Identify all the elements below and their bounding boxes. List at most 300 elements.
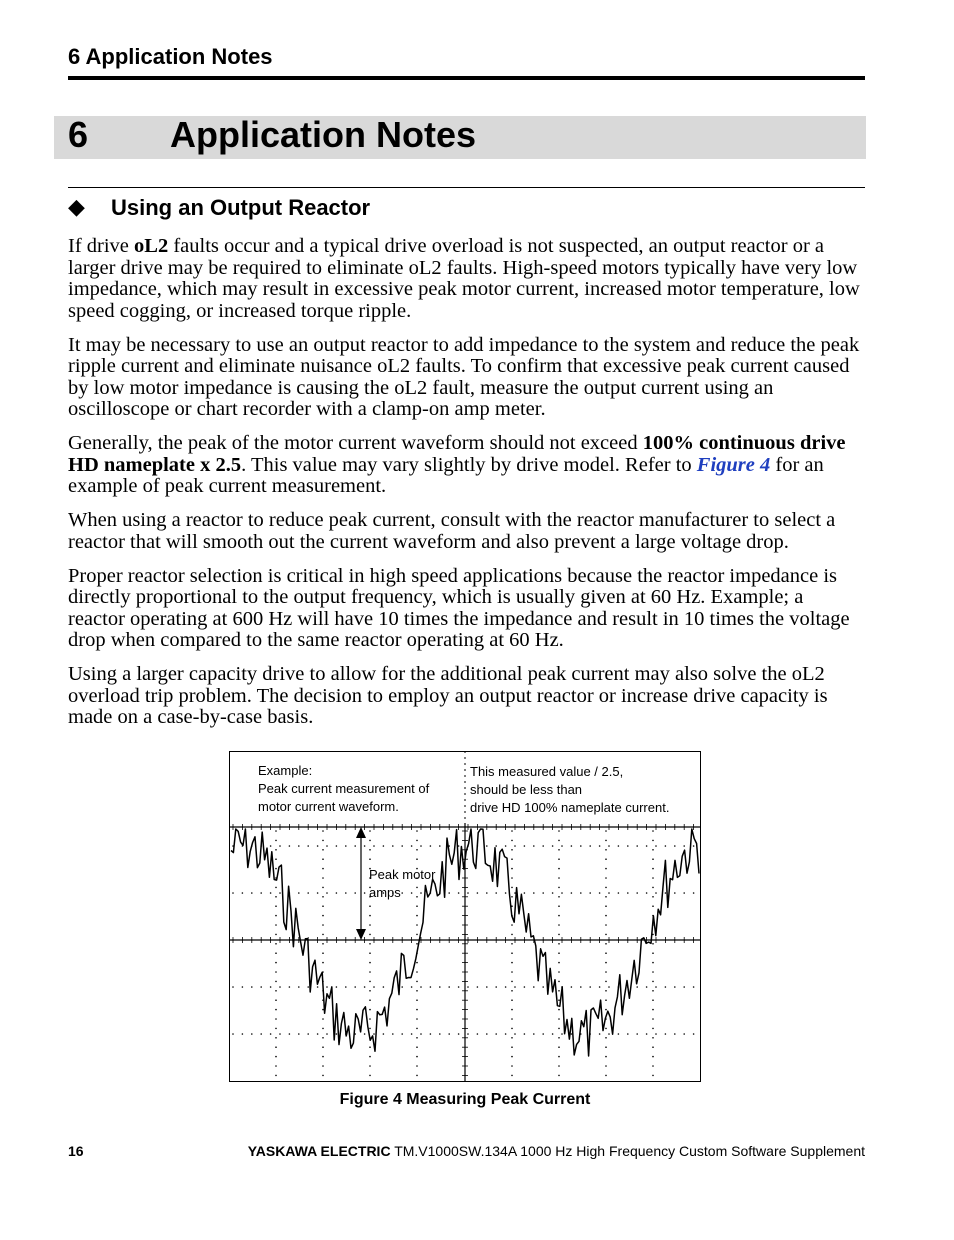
grid-dot — [416, 858, 418, 860]
grid-dot — [608, 1033, 610, 1035]
grid-dot — [674, 845, 676, 847]
grid-dot — [298, 1033, 300, 1035]
grid-dot — [608, 845, 610, 847]
grid-dot — [336, 1033, 338, 1035]
grid-dot — [683, 986, 685, 988]
grid-dot — [416, 1046, 418, 1048]
grid-dot — [511, 887, 513, 889]
grid-dot — [416, 1037, 418, 1039]
grid-dot — [416, 1018, 418, 1020]
grid-dot — [448, 1033, 450, 1035]
grid-dot — [533, 845, 535, 847]
grid-dot — [511, 877, 513, 879]
grid-dot — [571, 845, 573, 847]
grid-dot — [242, 986, 244, 988]
grid-dot — [354, 845, 356, 847]
grid-dot — [652, 952, 654, 954]
grid-dot — [279, 986, 281, 988]
grid-dot — [558, 981, 560, 983]
grid-dot — [627, 845, 629, 847]
body-text — [68, 236, 865, 741]
grid-dot — [275, 849, 277, 851]
grid-dot — [369, 915, 371, 917]
grid-dot — [369, 1056, 371, 1058]
grid-dot — [345, 845, 347, 847]
grid-dot — [495, 892, 497, 894]
grid-dot — [605, 1028, 607, 1030]
grid-dot — [558, 1046, 560, 1048]
grid-dot — [558, 1075, 560, 1077]
grid-dot — [646, 1033, 648, 1035]
grid-dot — [652, 999, 654, 1001]
grid-dot — [322, 924, 324, 926]
grid-dot — [558, 840, 560, 842]
page-number: 16 — [68, 1143, 84, 1159]
grid-dot — [646, 986, 648, 988]
grid-dot — [275, 858, 277, 860]
grid-dot — [652, 905, 654, 907]
grid-dot — [416, 896, 418, 898]
grid-dot — [652, 1037, 654, 1039]
grid-dot — [420, 986, 422, 988]
grid-dot — [542, 1033, 544, 1035]
grid-dot — [486, 845, 488, 847]
figure-caption: Figure 4 Measuring Peak Current — [339, 1091, 591, 1108]
grid-dot — [458, 1033, 460, 1035]
grid-dot — [458, 892, 460, 894]
grid-dot — [317, 986, 319, 988]
grid-dot — [401, 892, 403, 894]
grid-dot — [605, 877, 607, 879]
oscilloscope-trace — [229, 751, 701, 1082]
grid-dot — [275, 952, 277, 954]
grid-dot — [369, 934, 371, 936]
grid-dot — [665, 845, 667, 847]
grid-dot — [605, 1009, 607, 1011]
grid-dot — [511, 962, 513, 964]
grid-dot — [589, 892, 591, 894]
grid-dot — [322, 952, 324, 954]
grid-dot — [542, 986, 544, 988]
grid-dot — [420, 1033, 422, 1035]
annotation-left-3: motor current waveform. — [258, 799, 399, 814]
grid-dot — [655, 1033, 657, 1035]
grid-dot — [251, 986, 253, 988]
grid-dot — [416, 924, 418, 926]
grid-dot — [322, 877, 324, 879]
grid-dot — [289, 845, 291, 847]
grid-dot — [369, 849, 371, 851]
grid-dot — [322, 896, 324, 898]
grid-dot — [652, 962, 654, 964]
grid-dot — [486, 986, 488, 988]
grid-dot — [605, 1046, 607, 1048]
grid-dot — [275, 915, 277, 917]
grid-dot — [251, 892, 253, 894]
grid-dot — [652, 981, 654, 983]
grid-dot — [401, 986, 403, 988]
grid-dot — [514, 1033, 516, 1035]
grid-dot — [275, 934, 277, 936]
grid-dot — [495, 986, 497, 988]
grid-dot — [558, 924, 560, 926]
grid-dot — [336, 892, 338, 894]
grid-dot — [369, 905, 371, 907]
grid-dot — [552, 1033, 554, 1035]
grid-dot — [580, 986, 582, 988]
grid-dot — [420, 845, 422, 847]
grid-dot — [605, 952, 607, 954]
grid-dot — [558, 858, 560, 860]
grid-dot — [511, 1075, 513, 1077]
grid-dot — [448, 986, 450, 988]
grid-dot — [345, 892, 347, 894]
grid-dot — [326, 892, 328, 894]
grid-dot — [242, 892, 244, 894]
grid-dot — [511, 924, 513, 926]
grid-dot — [558, 1056, 560, 1058]
grid-dot — [558, 943, 560, 945]
grid-dot — [275, 1075, 277, 1077]
grid-dot — [411, 986, 413, 988]
grid-dot — [652, 1075, 654, 1077]
grid-dot — [298, 845, 300, 847]
grid-dot — [275, 1009, 277, 1011]
grid-dot — [322, 1037, 324, 1039]
grid-dot — [416, 915, 418, 917]
grid-dot — [605, 999, 607, 1001]
grid-dot — [439, 845, 441, 847]
grid-dot — [589, 845, 591, 847]
grid-dot — [514, 845, 516, 847]
annotation-right-2: should be less than — [470, 782, 583, 797]
grid-dot — [533, 986, 535, 988]
grid-dot — [542, 892, 544, 894]
grid-dot — [605, 962, 607, 964]
grid-dot — [558, 1037, 560, 1039]
grid-dot — [467, 1033, 469, 1035]
grid-dot — [298, 986, 300, 988]
grid-dot — [558, 1028, 560, 1030]
grid-dot — [652, 1046, 654, 1048]
grid-dot — [511, 1037, 513, 1039]
grid-dot — [369, 1018, 371, 1020]
grid-dot — [558, 915, 560, 917]
grid-dot — [307, 845, 309, 847]
footer-document: TM.V1000SW.134A 1000 Hz High Frequency Custom Software Supplement — [390, 1143, 865, 1159]
grid-dot — [511, 858, 513, 860]
grid-dot — [511, 990, 513, 992]
grid-dot — [693, 986, 695, 988]
grid-dot — [275, 924, 277, 926]
grid-dot — [514, 986, 516, 988]
grid-dot — [558, 830, 560, 832]
grid-dot — [511, 971, 513, 973]
grid-dot — [558, 990, 560, 992]
grid-dot — [275, 868, 277, 870]
grid-dot — [275, 999, 277, 1001]
grid-dot — [605, 915, 607, 917]
grid-dot — [571, 892, 573, 894]
grid-dot — [652, 877, 654, 879]
grid-dot — [636, 1033, 638, 1035]
grid-dot — [416, 1065, 418, 1067]
grid-dot — [533, 892, 535, 894]
grid-dot — [486, 1033, 488, 1035]
running-header: 6 Application Notes — [68, 44, 273, 69]
grid-dot — [322, 962, 324, 964]
grid-dot — [383, 986, 385, 988]
grid-dot — [558, 1018, 560, 1020]
grid-dot — [289, 1033, 291, 1035]
grid-dot — [430, 845, 432, 847]
grid-dot — [307, 1033, 309, 1035]
grid-dot — [558, 849, 560, 851]
grid-dot — [552, 892, 554, 894]
grid-dot — [275, 1046, 277, 1048]
grid-dot — [317, 845, 319, 847]
grid-dot — [646, 845, 648, 847]
grid-dot — [369, 962, 371, 964]
grid-dot — [511, 896, 513, 898]
oscilloscope-figure — [229, 751, 701, 1082]
grid-dot — [275, 971, 277, 973]
grid-dot — [558, 1009, 560, 1011]
grid-dot — [322, 1018, 324, 1020]
nameplate-limit: 100% continuous drive HD nameplate x 2.5 — [68, 432, 846, 476]
grid-dot — [599, 845, 601, 847]
grid-dot — [322, 858, 324, 860]
grid-dot — [336, 845, 338, 847]
grid-dot — [605, 1065, 607, 1067]
grid-dot — [652, 858, 654, 860]
grid-dot — [289, 986, 291, 988]
fault-code: oL2 — [134, 235, 169, 257]
grid-dot — [383, 1033, 385, 1035]
grid-dot — [420, 892, 422, 894]
header-rule — [68, 76, 865, 80]
grid-dot — [411, 1033, 413, 1035]
grid-dot — [275, 887, 277, 889]
grid-dot — [275, 981, 277, 983]
grid-dot — [533, 1033, 535, 1035]
grid-dot — [275, 840, 277, 842]
figure-4-link[interactable]: Figure 4 — [696, 453, 771, 476]
grid-dot — [605, 1056, 607, 1058]
grid-dot — [322, 905, 324, 907]
grid-dot — [317, 892, 319, 894]
grid-dot — [416, 981, 418, 983]
grid-dot — [511, 943, 513, 945]
grid-dot — [260, 986, 262, 988]
grid-dot — [416, 887, 418, 889]
grid-dot — [416, 999, 418, 1001]
grid-dot — [392, 845, 394, 847]
grid-dot — [275, 830, 277, 832]
paragraph-1: If drive oL2 faults occur and a typical drive overload is not suspected, an output reactor or a larger drive may be required to eliminate oL2 faults. High-speed motors typically have very low impedance, which may result in excessive peak motor current, increased motor temperature, low speed cogging, or increased torque ripple. — [68, 235, 860, 322]
grid-dot — [605, 971, 607, 973]
grid-dot — [369, 1075, 371, 1077]
grid-dot — [683, 1033, 685, 1035]
grid-dot — [322, 915, 324, 917]
grid-dot — [605, 1075, 607, 1077]
grid-dot — [467, 986, 469, 988]
grid-dot — [439, 986, 441, 988]
grid-dot — [511, 868, 513, 870]
grid-dot — [307, 986, 309, 988]
footer-title — [248, 1143, 865, 1159]
grid-dot — [322, 1056, 324, 1058]
grid-dot — [275, 962, 277, 964]
grid-dot — [275, 1056, 277, 1058]
chapter-title: Application Notes — [170, 114, 477, 155]
grid-dot — [467, 892, 469, 894]
grid-dot — [416, 840, 418, 842]
grid-dot — [322, 934, 324, 936]
grid-dot — [322, 1028, 324, 1030]
grid-dot — [373, 986, 375, 988]
grid-dot — [524, 1033, 526, 1035]
grid-dot — [511, 1056, 513, 1058]
grid-dot — [369, 830, 371, 832]
grid-dot — [558, 868, 560, 870]
annotation-left-1: Example: — [258, 763, 313, 778]
grid-dot — [627, 892, 629, 894]
grid-dot — [511, 952, 513, 954]
paragraph-3: Generally, the peak of the motor current waveform should not exceed 100% continuous drive HD nameplate x 2.5. This value may vary slightly by drive model. Refer to Figure 4 for an example of peak current measurement. — [68, 432, 846, 497]
grid-dot — [655, 892, 657, 894]
grid-dot — [486, 892, 488, 894]
grid-dot — [683, 845, 685, 847]
grid-dot — [580, 845, 582, 847]
grid-dot — [674, 1033, 676, 1035]
paragraph-4: When using a reactor to reduce peak current, consult with the reactor manufacturer to select a reactor that will smooth out the current waveform and also prevent a large voltage drop. — [68, 509, 836, 553]
grid-dot — [458, 986, 460, 988]
grid-dot — [369, 943, 371, 945]
grid-dot — [652, 896, 654, 898]
grid-dot — [605, 896, 607, 898]
grid-dot — [275, 1065, 277, 1067]
grid-dot — [322, 1009, 324, 1011]
grid-dot — [665, 986, 667, 988]
grid-dot — [605, 830, 607, 832]
grid-dot — [636, 986, 638, 988]
grid-dot — [608, 892, 610, 894]
grid-dot — [279, 845, 281, 847]
grid-dot — [511, 830, 513, 832]
grid-dot — [599, 1033, 601, 1035]
grid-dot — [495, 845, 497, 847]
grid-dot — [589, 986, 591, 988]
grid-dot — [401, 1033, 403, 1035]
section-title: Using an Output Reactor — [111, 195, 371, 220]
grid-dot — [279, 892, 281, 894]
grid-dot — [364, 892, 366, 894]
grid-dot — [693, 892, 695, 894]
grid-dot — [605, 943, 607, 945]
grid-dot — [693, 845, 695, 847]
grid-dot — [511, 1018, 513, 1020]
grid-dot — [354, 986, 356, 988]
grid-dot — [561, 1033, 563, 1035]
grid-dot — [605, 840, 607, 842]
grid-dot — [275, 1028, 277, 1030]
grid-dot — [275, 896, 277, 898]
grid-dot — [511, 1009, 513, 1011]
grid-dot — [411, 845, 413, 847]
grid-dot — [627, 1033, 629, 1035]
paragraph-6: Using a larger capacity drive to allow for the additional peak current may also solve the oL2 overload trip problem. The decision to employ an output reactor or increase drive capacity is made on a case-by-case basis. — [68, 663, 828, 728]
grid-dot — [605, 934, 607, 936]
grid-dot — [683, 892, 685, 894]
grid-dot — [298, 892, 300, 894]
grid-dot — [580, 892, 582, 894]
grid-dot — [505, 892, 507, 894]
grid-dot — [345, 986, 347, 988]
grid-dot — [369, 1028, 371, 1030]
grid-dot — [618, 892, 620, 894]
grid-dot — [552, 845, 554, 847]
grid-dot — [511, 981, 513, 983]
grid-dot — [322, 849, 324, 851]
grid-dot — [511, 840, 513, 842]
grid-dot — [674, 892, 676, 894]
section-rule — [68, 187, 865, 188]
grid-dot — [275, 1037, 277, 1039]
grid-dot — [652, 1056, 654, 1058]
grid-dot — [524, 892, 526, 894]
grid-dot — [652, 943, 654, 945]
grid-dot — [618, 845, 620, 847]
grid-dot — [279, 1033, 281, 1035]
grid-dot — [369, 840, 371, 842]
grid-dot — [275, 990, 277, 992]
grid-dot — [354, 892, 356, 894]
grid-dot — [416, 1009, 418, 1011]
grid-dot — [270, 1033, 272, 1035]
grid-dot — [416, 990, 418, 992]
footer-company: YASKAWA ELECTRIC — [247, 1143, 391, 1159]
grid-dot — [326, 986, 328, 988]
chapter-number: 6 — [68, 114, 89, 155]
grid-dot — [326, 1033, 328, 1035]
grid-dot — [416, 943, 418, 945]
grid-dot — [665, 1033, 667, 1035]
grid-dot — [505, 1033, 507, 1035]
grid-dot — [652, 840, 654, 842]
grid-dot — [275, 1018, 277, 1020]
grid-dot — [524, 845, 526, 847]
grid-dot — [322, 1065, 324, 1067]
grid-dot — [505, 986, 507, 988]
grid-dot — [411, 892, 413, 894]
grid-dot — [416, 905, 418, 907]
grid-dot — [383, 845, 385, 847]
grid-dot — [416, 1028, 418, 1030]
grid-dot — [495, 1033, 497, 1035]
grid-dot — [605, 849, 607, 851]
grid-dot — [558, 877, 560, 879]
grid-dot — [448, 892, 450, 894]
grid-dot — [571, 1033, 573, 1035]
grid-dot — [322, 943, 324, 945]
grid-dot — [270, 845, 272, 847]
grid-dot — [652, 830, 654, 832]
grid-dot — [369, 971, 371, 973]
grid-dot — [636, 892, 638, 894]
grid-dot — [558, 999, 560, 1001]
grid-dot — [655, 845, 657, 847]
